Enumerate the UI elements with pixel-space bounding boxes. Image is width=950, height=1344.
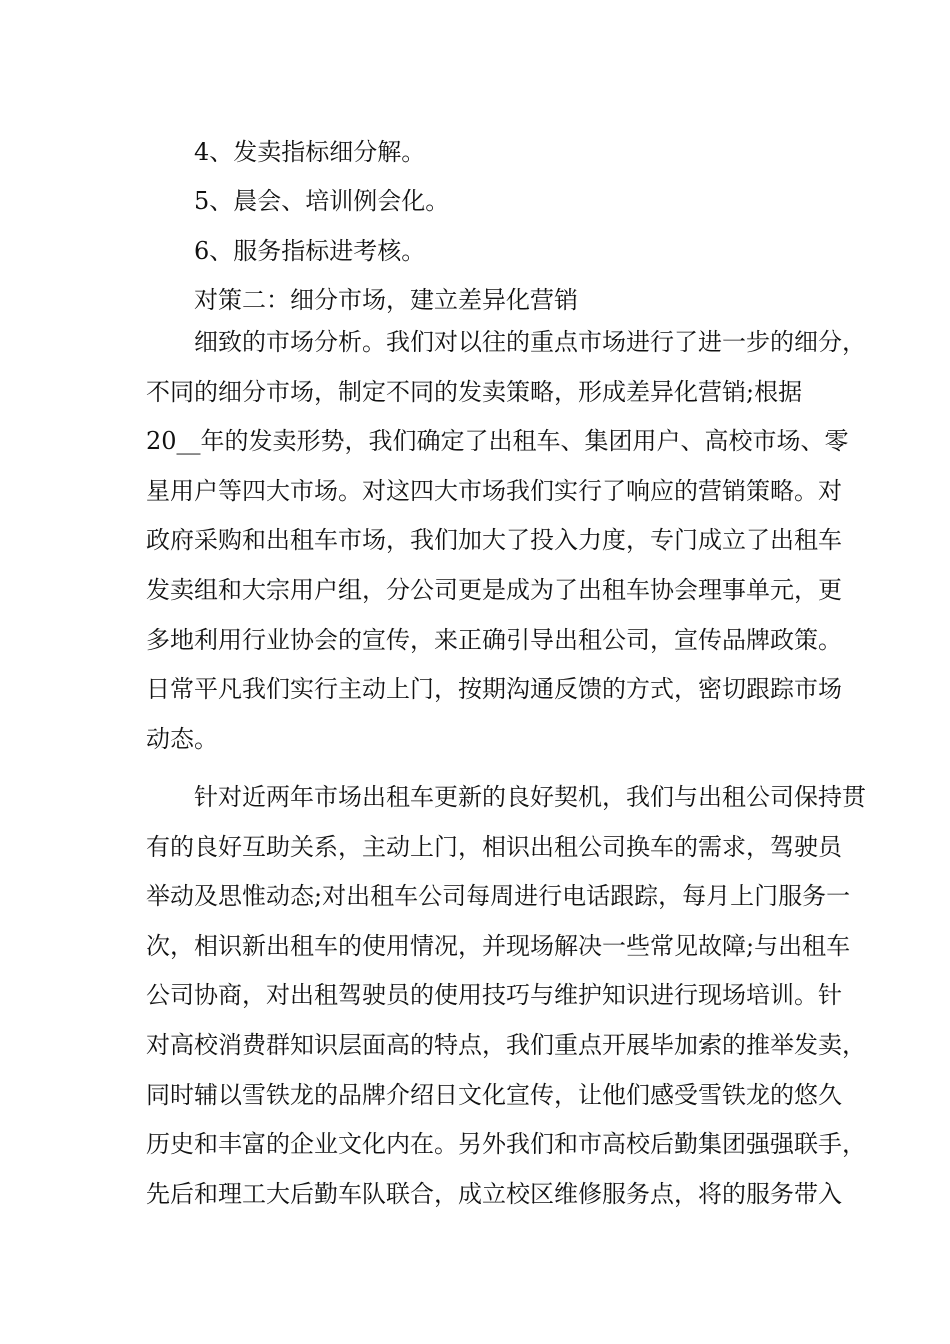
paragraph-line: 先后和理工大后勤车队联合，成立校区维修服务点，将的服务带入	[146, 1179, 842, 1208]
paragraph-line: 针对近两年市场出租车更新的良好契机，我们与出租公司保持贯	[194, 783, 866, 811]
paragraph-line: 发卖组和大宗用户组，分公司更是成为了出租车协会理事单元，更	[146, 575, 842, 604]
list-item: 6、服务指标进考核。	[194, 237, 426, 265]
paragraph-line: 次，相识新出租车的使用情况，并现场解决一些常见故障;与出租车	[146, 931, 851, 960]
paragraph-line: 日常平凡我们实行主动上门，按期沟通反馈的方式，密切跟踪市场	[146, 675, 842, 704]
paragraph-line: 同时辅以雪铁龙的品牌介绍日文化宣传，让他们感受雪铁龙的悠久	[146, 1080, 842, 1109]
paragraph-line: 政府采购和出租车市场，我们加大了投入力度，专门成立了出租车	[146, 526, 842, 555]
paragraph-line: 历史和丰富的企业文化内在。另外我们和市高校后勤集团强强联手，	[146, 1130, 866, 1159]
paragraph-line: 公司协商，对出租驾驶员的使用技巧与维护知识进行现场培训。针	[146, 981, 842, 1010]
paragraph-line: 20__年的发卖形势，我们确定了出租车、集团用户、高校市场、零	[146, 427, 849, 456]
paragraph-line: 动态。	[146, 724, 218, 753]
paragraph-line: 星用户等四大市场。对这四大市场我们实行了响应的营销策略。对	[146, 476, 842, 505]
paragraph-line: 多地利用行业协会的宣传，来正确引导出租公司，宣传品牌政策。	[146, 625, 842, 654]
section-heading: 对策二：细分市场，建立差异化营销	[194, 286, 578, 314]
paragraph-line: 不同的细分市场，制定不同的发卖策略，形成差异化营销;根据	[146, 377, 803, 406]
list-item: 4、发卖指标细分解。	[194, 138, 426, 166]
list-item: 5、晨会、培训例会化。	[194, 187, 450, 215]
paragraph-line: 对高校消费群知识层面高的特点，我们重点开展毕加索的推举发卖，	[146, 1030, 866, 1059]
paragraph-line: 细致的市场分析。我们对以往的重点市场进行了进一步的细分，	[194, 328, 866, 356]
paragraph-line: 举动及思惟动态;对出租车公司每周进行电话跟踪，每月上门服务一	[146, 882, 851, 911]
paragraph-line: 有的良好互助关系，主动上门，相识出租公司换车的需求，驾驶员	[146, 832, 842, 861]
paragraph-market-analysis	[146, 318, 866, 764]
paragraph-taxi-strategy	[146, 773, 866, 1219]
